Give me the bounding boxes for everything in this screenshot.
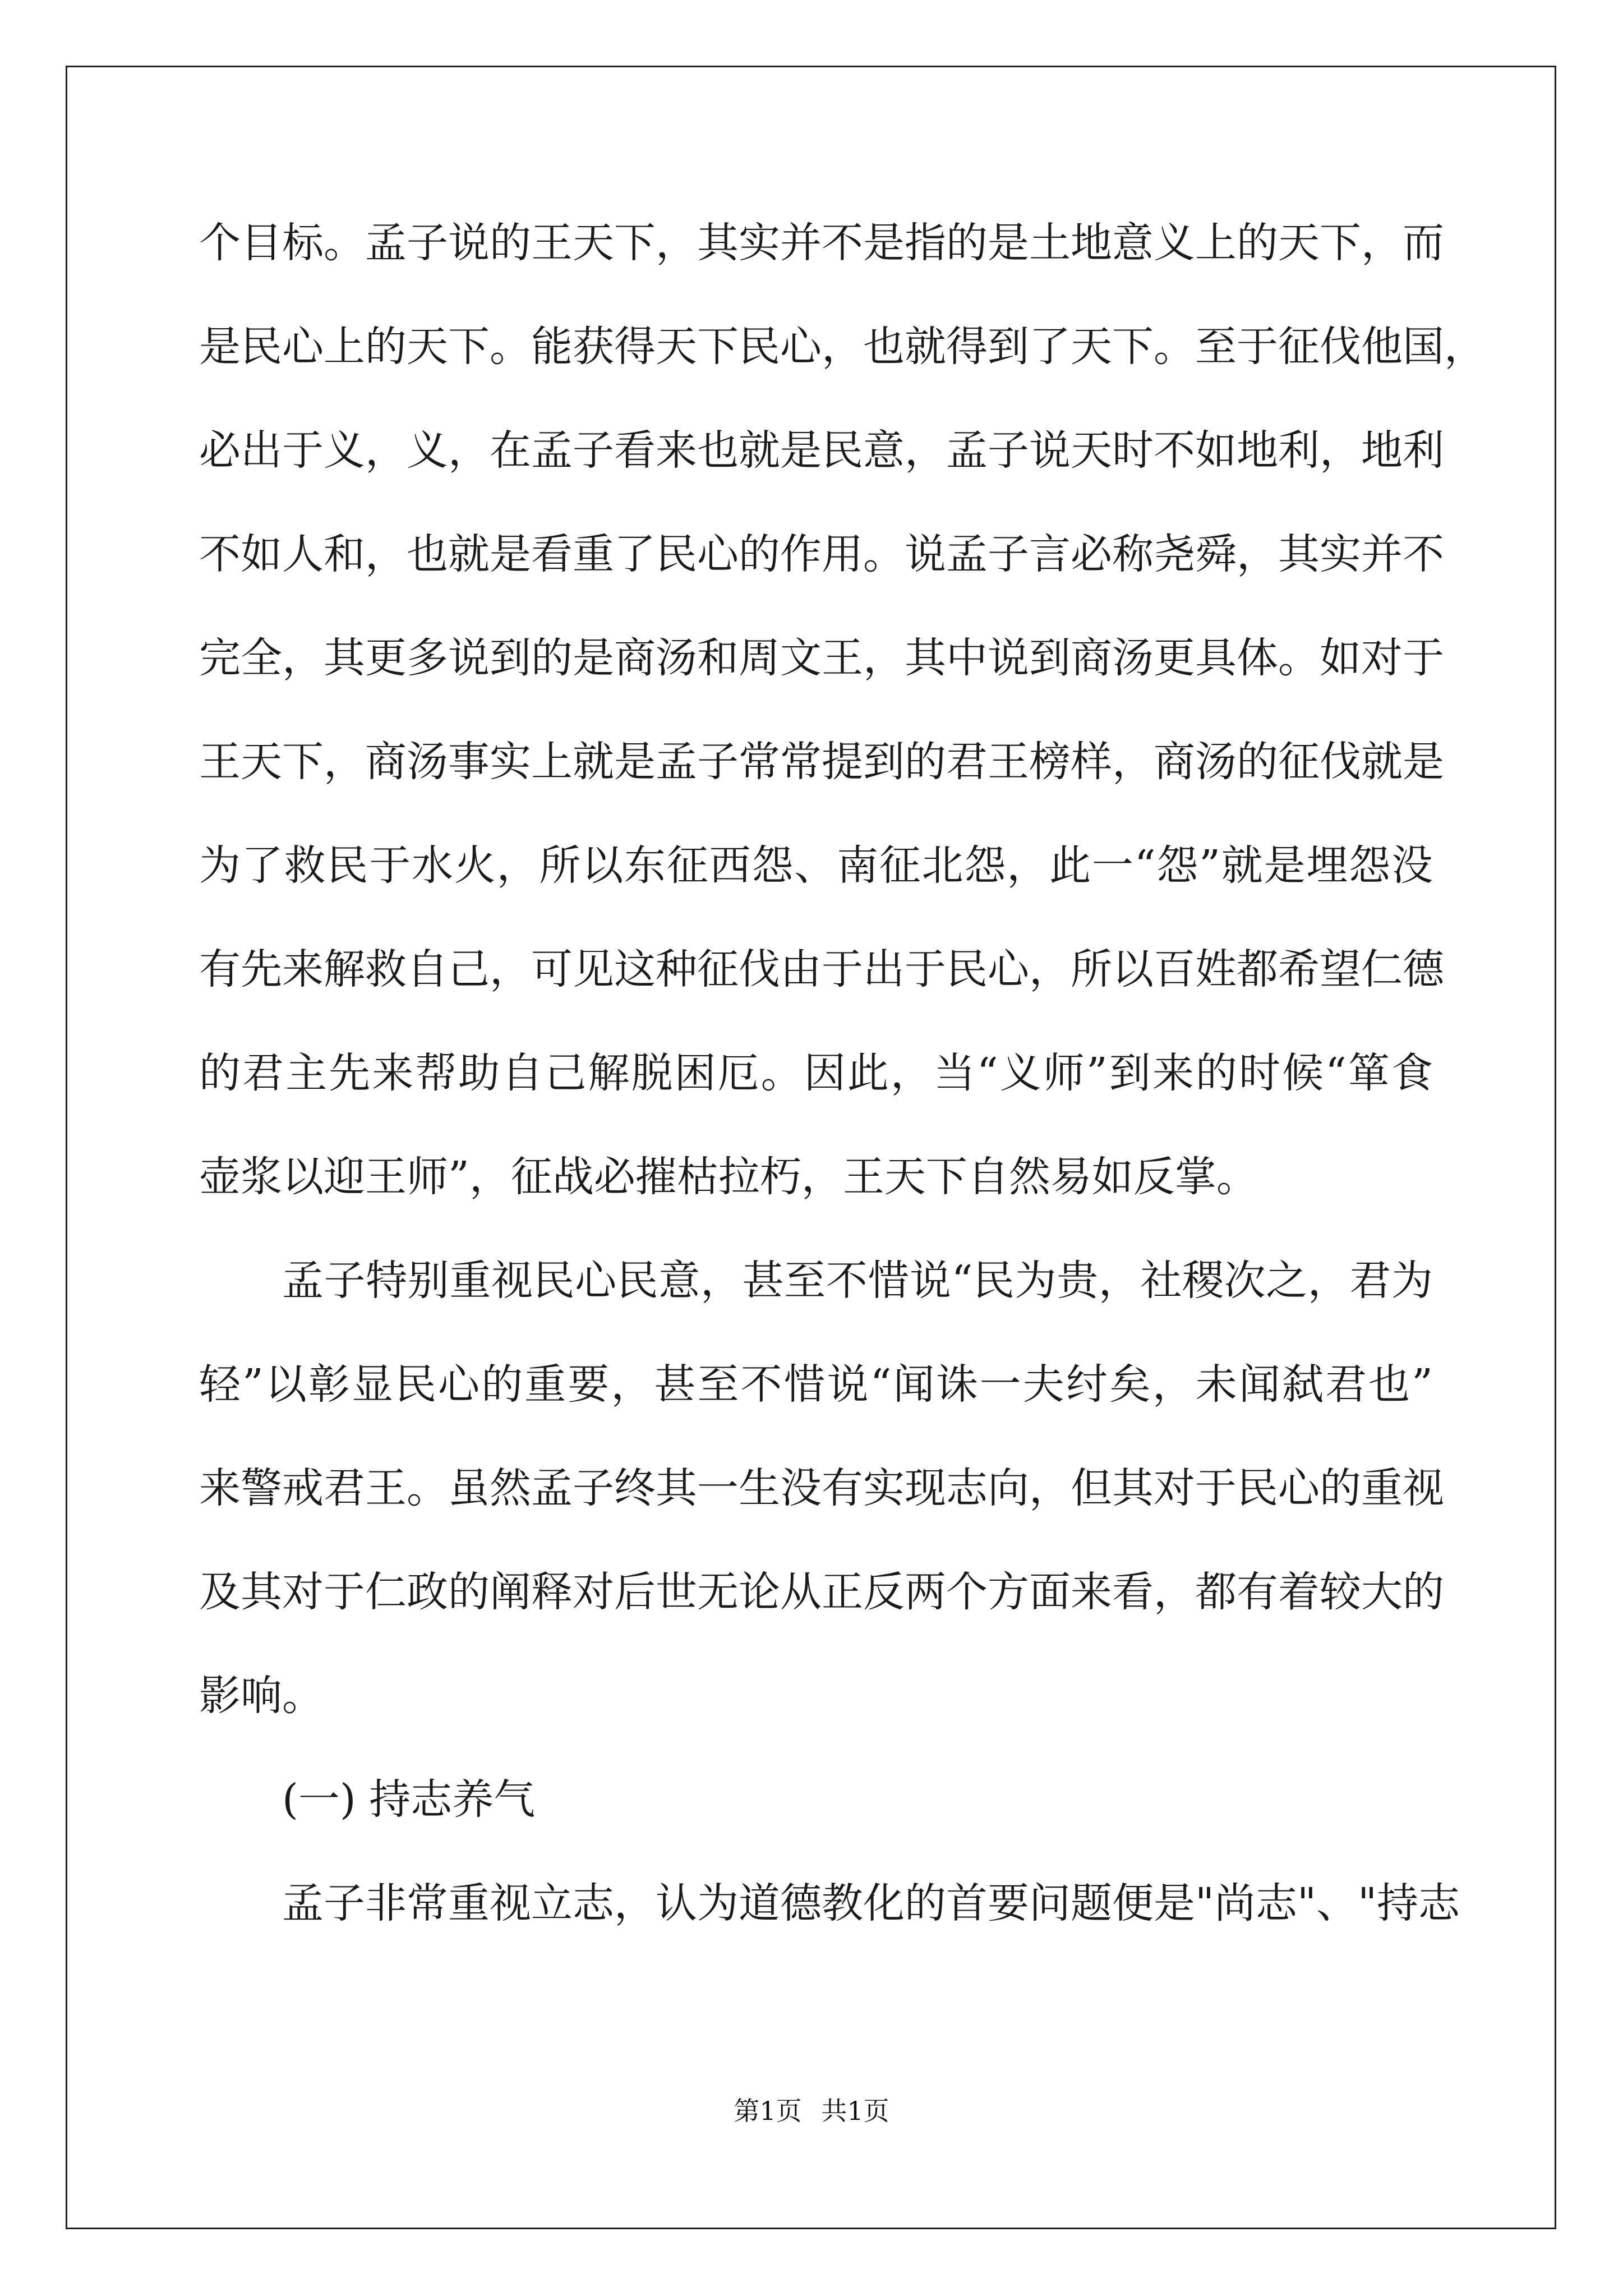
body-line-10: 壶浆以迎王师”，征战必摧枯拉朽，王天下自然易如反掌。 <box>199 1153 1258 1201</box>
page-number: 第1页 <box>734 2096 802 2126</box>
body-line-14: 及其对于仁政的阐释对后世无论从正反两个方面来看，都有着较大的 <box>199 1568 1444 1616</box>
body-line-8: 有先来解救自己，可见这种征伐由于出于民心，所以百姓都希望仁德 <box>199 945 1444 993</box>
body-line-2: 是民心上的天下。能获得天下民心，也就得到了天下。至于征伐他国， <box>199 323 1486 371</box>
section-heading: (一) 持志养气 <box>282 1775 536 1824</box>
document-body <box>199 216 1486 1980</box>
body-line-3: 必出于义，义，在孟子看来也就是民意，孟子说天时不如地利，地利 <box>199 426 1444 475</box>
page-footer <box>0 2094 1623 2128</box>
body-line-1: 个目标。孟子说的王天下，其实并不是指的是土地意义上的天下，而 <box>199 219 1444 267</box>
body-line-9: 的君主先来帮助自己解脱困厄。因此，当“义师”到来的时候“箪食 <box>199 1049 1433 1097</box>
body-line-15: 影响。 <box>199 1672 324 1720</box>
body-line-11: 孟子特别重视民心民意，甚至不惜说“民为贵，社稷次之，君为 <box>282 1257 1433 1305</box>
body-line-17: 孟子非常重视立志，认为道德教化的首要问题便是"尚志"、"持志 <box>282 1879 1460 1927</box>
body-line-12: 轻”以彰显民心的重要，甚至不惜说“闻诛一夫纣矣，未闻弑君也” <box>199 1360 1433 1409</box>
page-total: 共1页 <box>821 2096 889 2126</box>
body-line-5: 完全，其更多说到的是商汤和周文王，其中说到商汤更具体。如对于 <box>199 634 1444 682</box>
body-line-13: 来警戒君王。虽然孟子终其一生没有实现志向，但其对于民心的重视 <box>199 1464 1444 1512</box>
body-line-7: 为了救民于水火，所以东征西怨、南征北怨，此一“怨”就是埋怨没 <box>199 841 1433 890</box>
body-line-6: 王天下，商汤事实上就是孟子常常提到的君王榜样，商汤的征伐就是 <box>199 738 1444 786</box>
body-line-4: 不如人和，也就是看重了民心的作用。说孟子言必称尧舜，其实并不 <box>199 530 1444 578</box>
